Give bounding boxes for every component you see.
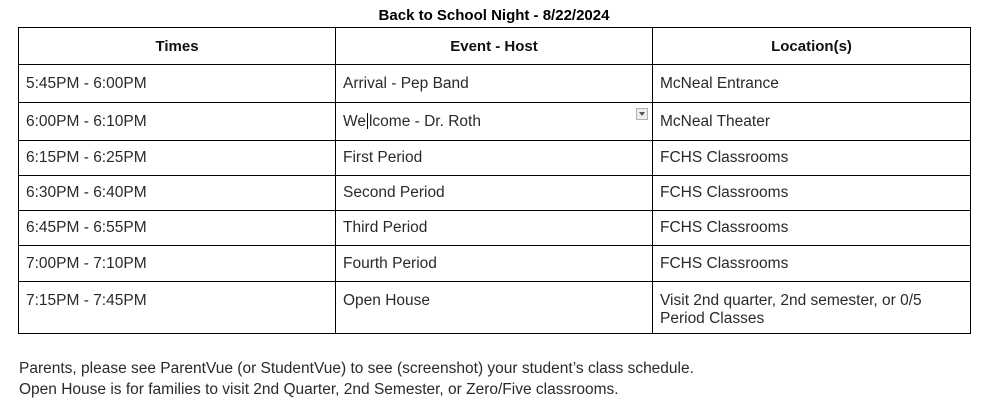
location-cell[interactable]: McNeal Entrance (653, 65, 971, 103)
event-cell[interactable]: Third Period (336, 211, 653, 246)
event-cell[interactable]: First Period (336, 141, 653, 176)
event-cell[interactable]: Fourth Period (336, 246, 653, 282)
location-cell[interactable]: FCHS Classrooms (653, 176, 971, 211)
time-cell[interactable]: 5:45PM - 6:00PM (19, 65, 336, 103)
table-row (19, 246, 971, 282)
table-row (19, 103, 971, 141)
location-cell[interactable] (653, 282, 971, 334)
table-row (19, 282, 971, 334)
header-times[interactable]: Times (19, 28, 336, 65)
location-line-1: Visit 2nd quarter, 2nd semester, or 0/5 (660, 292, 922, 309)
time-cell[interactable]: 6:45PM - 6:55PM (19, 211, 336, 246)
event-cell-active[interactable] (336, 103, 653, 141)
dropdown-caret-icon[interactable] (636, 108, 648, 120)
document-title: Back to School Night - 8/22/2024 (378, 7, 610, 24)
time-cell[interactable]: 6:30PM - 6:40PM (19, 176, 336, 211)
event-text-after-cursor: lcome - Dr. Roth (368, 112, 481, 130)
text-cursor (367, 113, 368, 129)
location-line-2: Period Classes (660, 310, 765, 327)
table-row (19, 211, 971, 246)
location-cell[interactable]: FCHS Classrooms (653, 141, 971, 176)
location-cell[interactable]: FCHS Classrooms (653, 246, 971, 282)
table-row (19, 65, 971, 103)
time-cell[interactable]: 6:15PM - 6:25PM (19, 141, 336, 176)
schedule-table (18, 27, 971, 334)
time-cell[interactable]: 7:00PM - 7:10PM (19, 246, 336, 282)
location-cell[interactable]: McNeal Theater (653, 103, 971, 141)
note-line: Parents, please see ParentVue (or StudentVue) to see (screenshot) your student’s class schedule. (19, 360, 694, 377)
note-line: Open House is for families to visit 2nd Quarter, 2nd Semester, or Zero/Five classrooms. (19, 381, 619, 398)
header-locations[interactable]: Location(s) (653, 28, 971, 65)
location-cell[interactable]: FCHS Classrooms (653, 211, 971, 246)
table-row (19, 176, 971, 211)
event-cell[interactable]: Arrival - Pep Band (336, 65, 653, 103)
event-cell[interactable]: Open House (336, 282, 653, 334)
event-text-before-cursor: We (343, 112, 366, 130)
time-cell[interactable]: 6:00PM - 6:10PM (19, 103, 336, 141)
header-event-host[interactable]: Event - Host (336, 28, 653, 65)
table-row (19, 141, 971, 176)
table-header-row (19, 28, 971, 65)
event-cell[interactable]: Second Period (336, 176, 653, 211)
notes-block (19, 358, 694, 400)
time-cell[interactable]: 7:15PM - 7:45PM (19, 282, 336, 334)
